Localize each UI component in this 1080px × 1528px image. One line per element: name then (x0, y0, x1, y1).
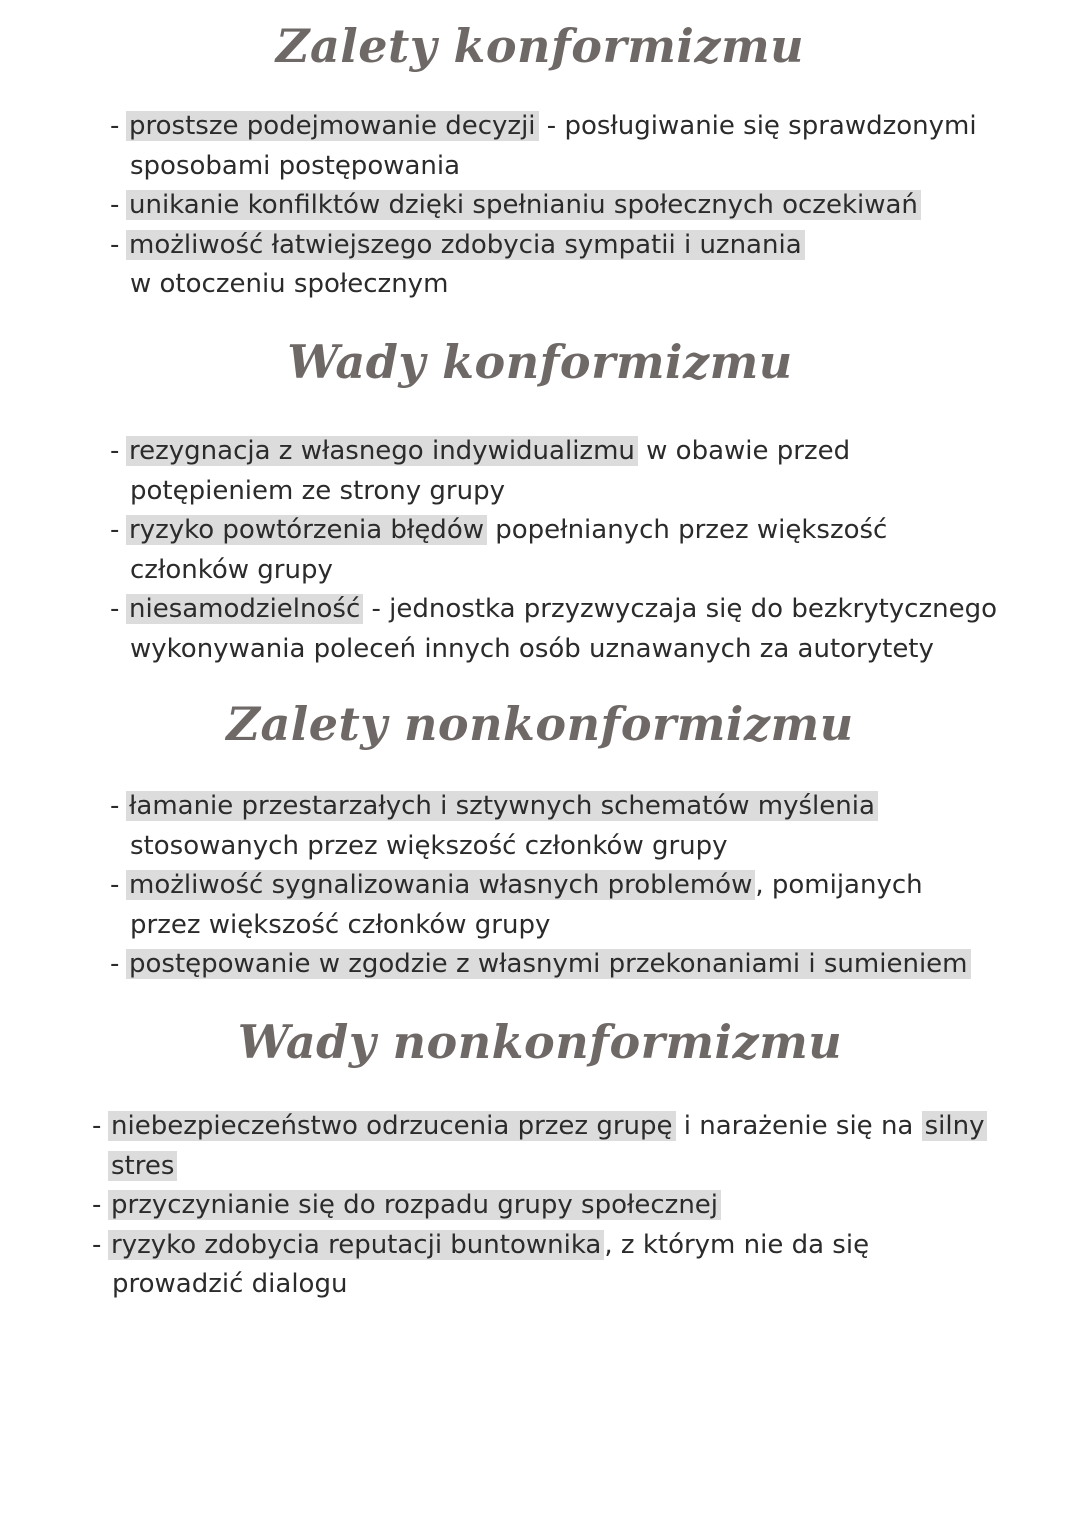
item-continuation: sposobami postępowania (130, 150, 461, 181)
item-text: w obawie przed (637, 436, 851, 466)
list-item (110, 590, 997, 669)
highlighted-text: niesamodzielność (126, 594, 363, 624)
list-item (92, 1226, 987, 1305)
list-item (110, 186, 977, 226)
list-item (110, 226, 977, 305)
list-item (92, 1107, 987, 1186)
item-continuation: stosowanych przez większość członków grupy (130, 830, 728, 861)
highlighted-text: niebezpieczeństwo odrzucenia przez grupę (108, 1111, 676, 1141)
list-zalety-konformizmu (110, 107, 977, 305)
highlighted-text: ryzyko zdobycia reputacji buntownika (108, 1230, 604, 1260)
highlighted-text: możliwość sygnalizowania własnych problemów (126, 870, 755, 900)
highlighted-text: łamanie przestarzałych i sztywnych schematów myślenia (126, 791, 878, 821)
highlighted-text: postępowanie w zgodzie z własnymi przekonaniami i sumieniem (126, 949, 971, 979)
highlighted-text: stres (108, 1151, 177, 1181)
highlighted-text: silny (922, 1111, 988, 1141)
bullet-dash: - (92, 1229, 102, 1260)
bullet-dash: - (110, 111, 120, 141)
highlighted-text: przyczynianie się do rozpadu grupy społecznej (108, 1190, 721, 1220)
list-zalety-nonkonformizmu (110, 787, 971, 985)
item-continuation: w otoczeniu społecznym (130, 269, 449, 299)
item-continuation: członków grupy (130, 554, 333, 585)
item-continuation: prowadzić dialogu (112, 1269, 348, 1299)
bullet-dash: - (110, 229, 120, 260)
list-item (110, 511, 997, 590)
list-wady-konformizmu (110, 432, 997, 669)
list-wady-nonkonformizmu (92, 1107, 987, 1305)
list-item (92, 1186, 987, 1226)
item-continuation: wykonywania poleceń innych osób uznawanych za autorytety (130, 633, 934, 664)
list-item (110, 787, 971, 866)
highlighted-text: ryzyko powtórzenia błędów (126, 515, 487, 545)
list-item (110, 432, 997, 511)
highlighted-text: rezygnacja z własnego indywidualizmu (126, 436, 638, 466)
item-text: popełnianych przez większość (487, 515, 888, 545)
bullet-dash: - (110, 594, 120, 624)
bullet-dash: - (110, 870, 120, 900)
bullet-dash: - (92, 1190, 102, 1220)
item-text: - jednostka przyzwyczaja się do bezkrytycznego (363, 594, 998, 624)
bullet-dash: - (110, 436, 120, 466)
section-title-wady-konformizmu: Wady konformizmu (287, 335, 793, 389)
section-title-zalety-konformizmu: Zalety konformizmu (275, 19, 805, 73)
highlighted-text: unikanie konfilktów dzięki spełnianiu społecznych oczekiwań (126, 190, 921, 220)
highlighted-text: możliwość łatwiejszego zdobycia sympatii i uznania (126, 230, 805, 260)
highlighted-text: prostsze podejmowanie decyzji (126, 111, 539, 141)
section-title-zalety-nonkonformizmu: Zalety nonkonformizmu (226, 697, 854, 751)
list-item (110, 866, 971, 945)
list-item (110, 107, 977, 186)
bullet-dash: - (110, 791, 120, 821)
section-title-wady-nonkonformizmu: Wady nonkonformizmu (237, 1015, 843, 1069)
list-item (110, 945, 971, 985)
bullet-dash: - (110, 949, 120, 979)
bullet-dash: - (110, 190, 120, 220)
item-text: , z którym nie da się (604, 1229, 870, 1260)
item-text: , pomijanych (755, 870, 923, 900)
item-continuation: potępieniem ze strony grupy (130, 475, 505, 506)
item-text: - posługiwanie się sprawdzonymi (538, 111, 977, 141)
item-text: i narażenie się na (675, 1111, 922, 1141)
bullet-dash: - (110, 515, 120, 545)
item-continuation: przez większość członków grupy (130, 909, 551, 940)
item-continuation (108, 1147, 987, 1187)
bullet-dash: - (92, 1111, 102, 1141)
